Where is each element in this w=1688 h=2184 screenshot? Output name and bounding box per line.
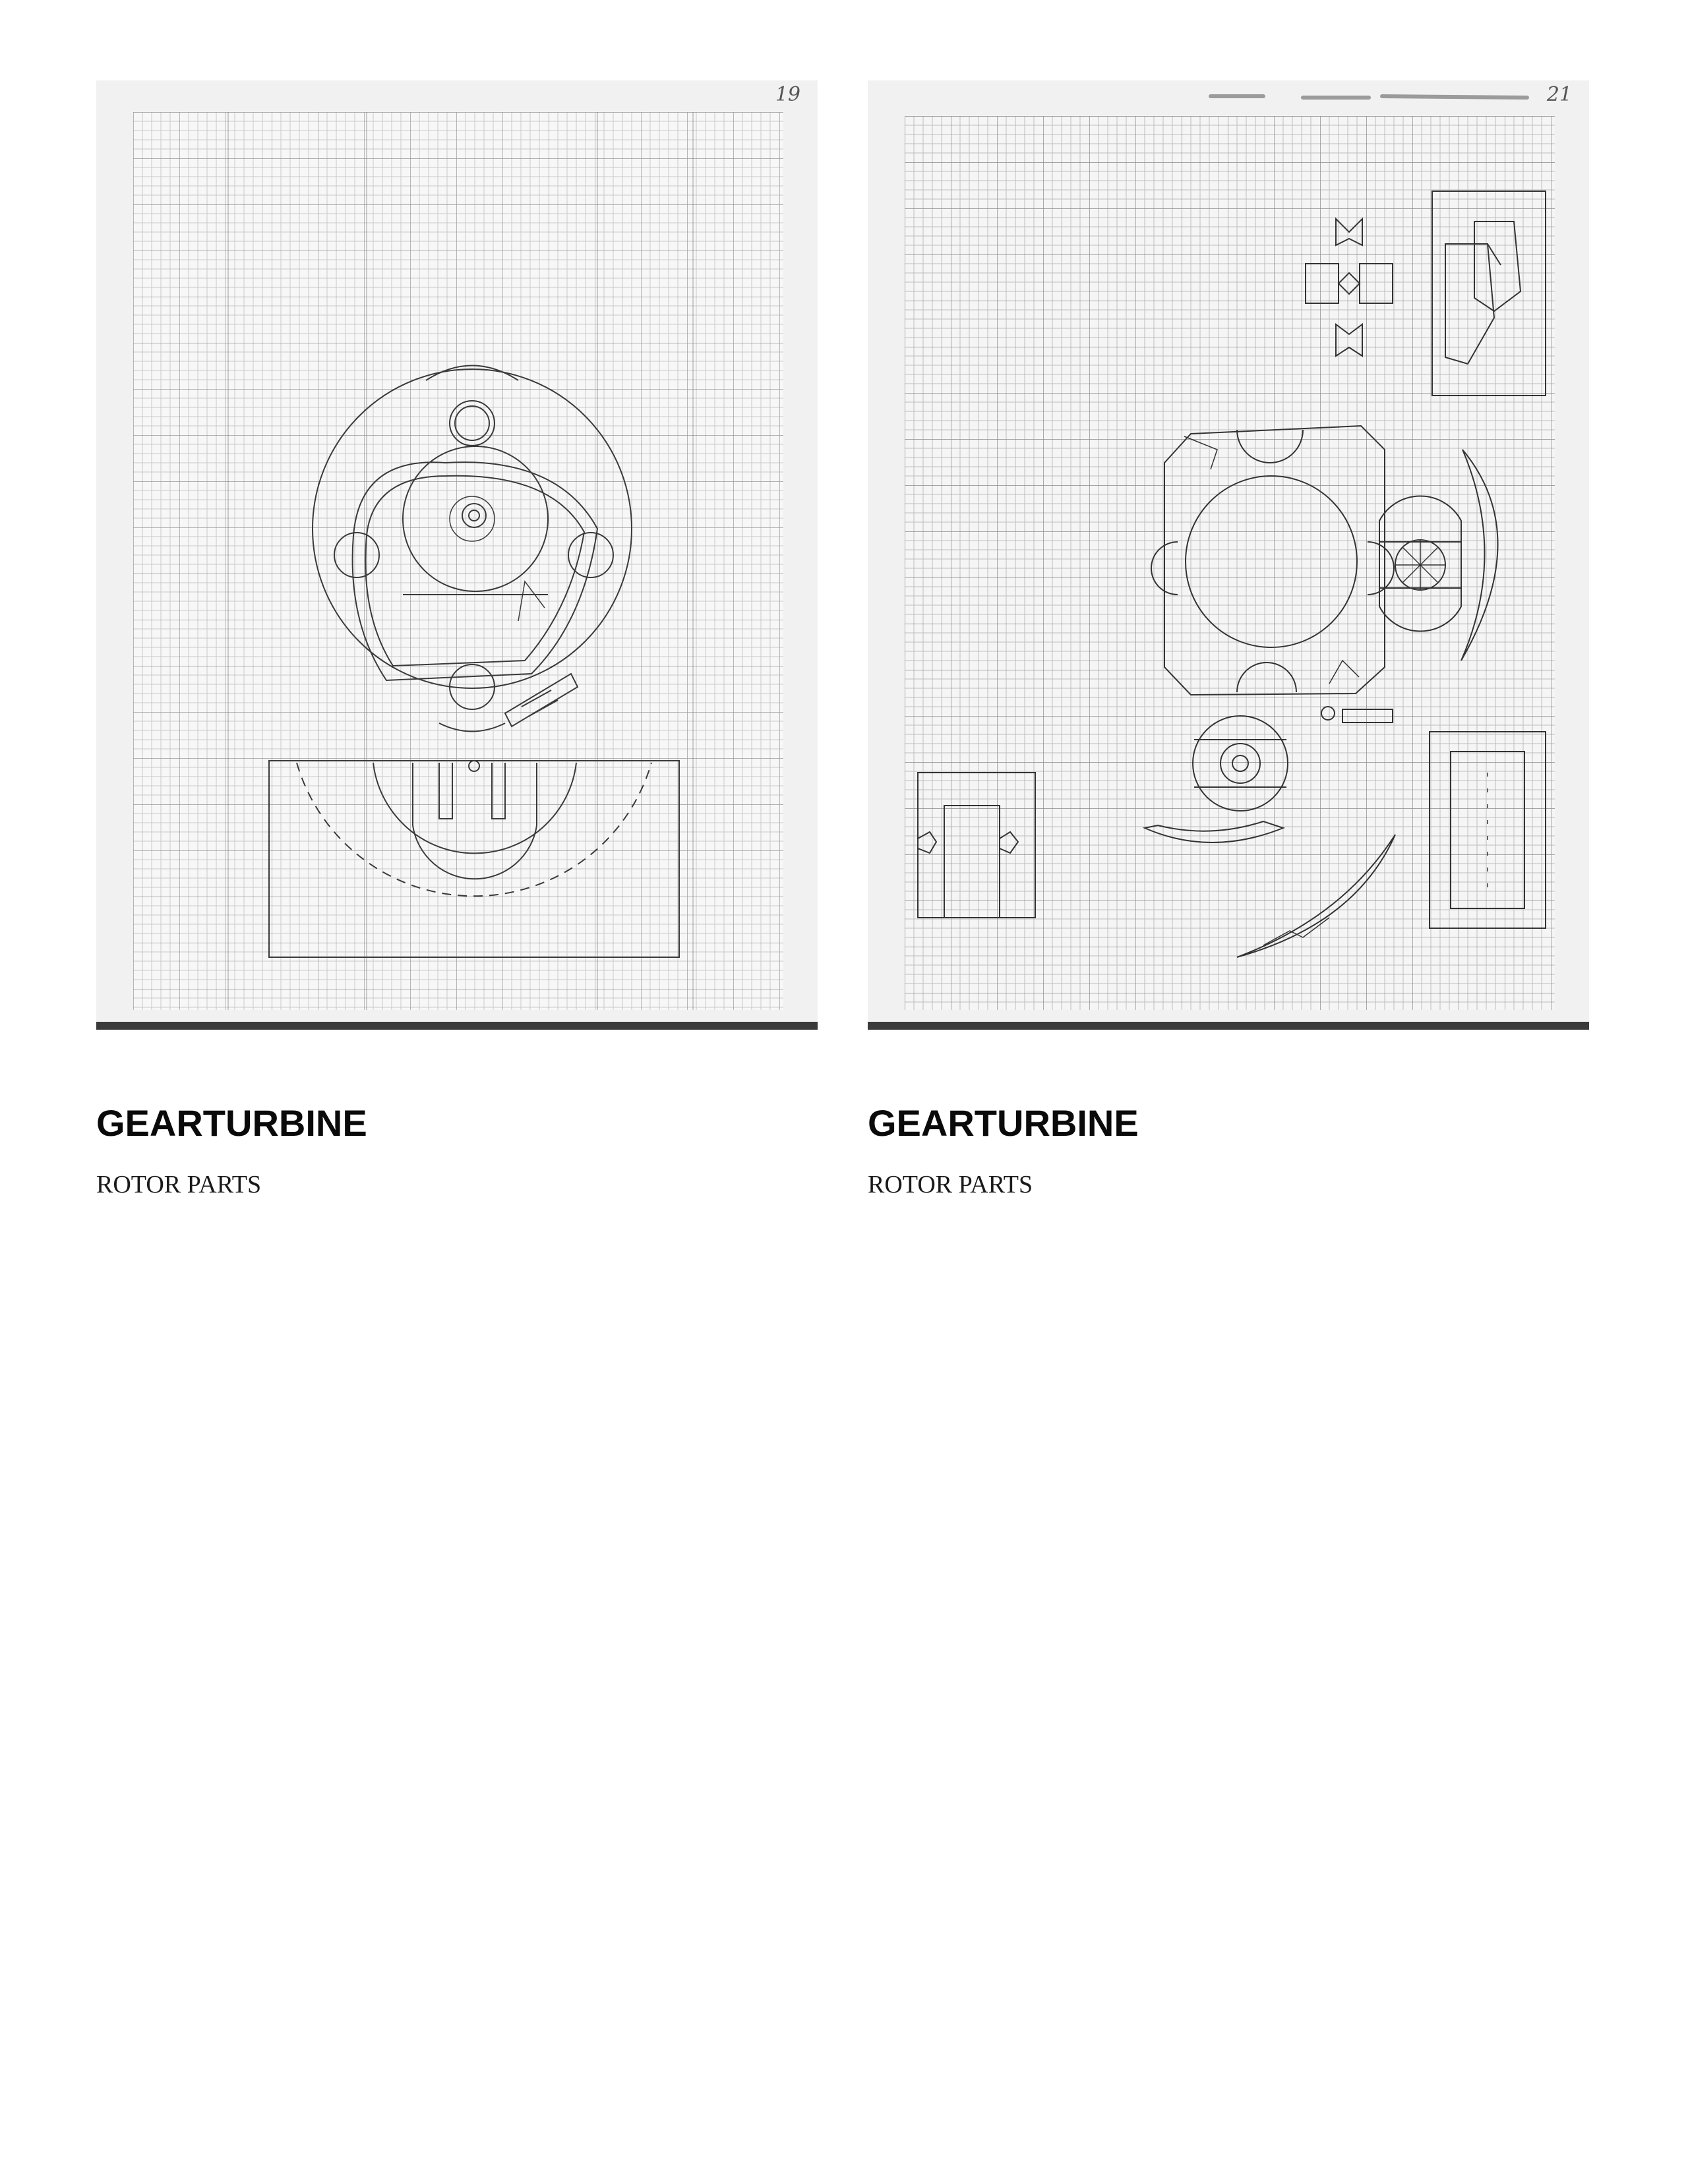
graph-paper-drawing-1 (96, 80, 818, 1030)
item-subtitle: ROTOR PARTS (96, 1171, 262, 1198)
gallery-card-2[interactable] (868, 80, 1589, 1197)
graph-paper-drawing-2 (868, 80, 1589, 1030)
drawing-image-2[interactable] (868, 80, 1589, 1030)
drawing-image-1[interactable] (96, 80, 818, 1030)
item-title[interactable]: GEARTURBINE (868, 1102, 1139, 1144)
gallery-card-1[interactable] (96, 80, 818, 1197)
page-number: 19 (775, 83, 800, 106)
page-number: 21 (1546, 83, 1572, 106)
item-subtitle: ROTOR PARTS (868, 1171, 1033, 1198)
item-title[interactable]: GEARTURBINE (96, 1102, 367, 1144)
